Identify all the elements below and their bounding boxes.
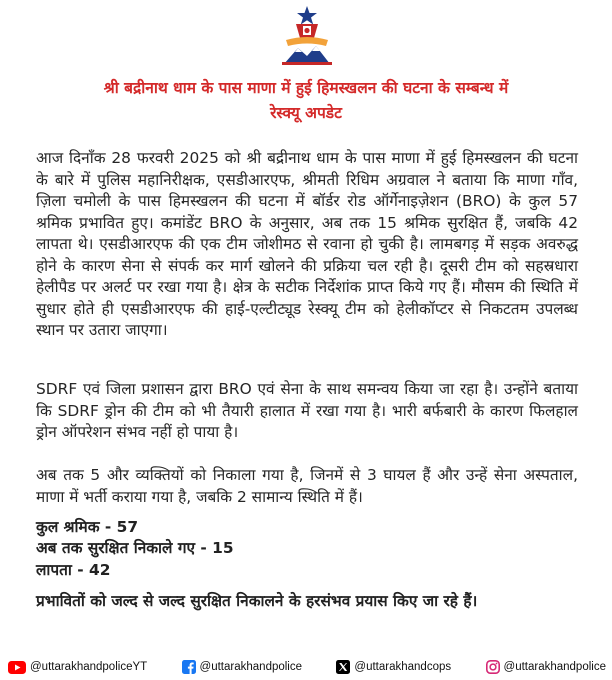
youtube-link[interactable] [8, 661, 147, 674]
x-link[interactable] [336, 660, 451, 674]
closing-statement: प्रभावितों को जल्द से जल्द सुरक्षित निकालने के हरसंभव प्रयास किए जा रहे हैं। [36, 592, 478, 610]
paragraph-rescued-status: अब तक 5 और व्यक्तियों को निकाला गया है, जिनमें से 3 घायल हैं और उन्हें सेना अस्पताल, माणा में भर्ती कराया गया है, जबकि 2 सामान्य स्थिति में हैं। [36, 466, 578, 506]
stat-missing-workers: लापता - 42 [36, 560, 111, 579]
headline [30, 76, 582, 126]
youtube-handle: @uttarakhandpoliceYT [30, 661, 148, 673]
stat-total-workers: कुल श्रमिक - 57 [36, 518, 139, 536]
instagram-link[interactable] [486, 660, 606, 674]
stats-summary [36, 517, 234, 581]
headline-line-1: श्री बद्रीनाथ धाम के पास माणा में हुई हिमस्खलन की घटना के सम्बन्ध में [103, 79, 509, 97]
youtube-icon [8, 661, 26, 674]
stat-rescued-workers: अब तक सुरक्षित निकाले गए - 15 [36, 539, 234, 558]
x-handle: @uttarakhandcops [354, 661, 452, 673]
police-emblem [276, 4, 338, 68]
headline-line-2: रेस्क्यू अपडेट [270, 104, 342, 122]
police-emblem-icon [276, 4, 338, 68]
x-icon [336, 660, 350, 674]
facebook-link[interactable] [182, 660, 302, 674]
facebook-icon [182, 660, 196, 674]
instagram-handle: @uttarakhandpolice [503, 661, 606, 673]
paragraph-coordination: SDRF एवं जिला प्रशासन द्वारा BRO एवं सेना के साथ समन्वय किया जा रहा है। उन्होंने बताया कि SDRF ड्रोन की टीम को भी तैयारी हालात में रखा गया है। भारी बर्फबारी के कारण फिलहाल ड्रोन ऑपरेशन संभव नहीं हो पाया है। [36, 380, 578, 441]
social-footer [0, 654, 612, 680]
paragraph-incident-details: आज दिनाँक 28 फरवरी 2025 को श्री बद्रीनाथ धाम के पास माणा में हुई हिमस्खलन की घटना के बारे में पुलिस महानिरीक्षक, एसडीआरएफ, श्रीमती रिधिम अग्रवाल ने बताया कि माणा गाँव, ज़िला चमोली के पास हिमस्खलन की घटना में बॉर्डर रोड ऑर्गेनाइज़ेशन (BRO) के कुल 57 श्रमिक प्रभावित हुए। कमांडेंट BRO के अनुसार, अब तक 15 श्रमिक सुरक्षित हैं, जबकि 42 लापता थे। एसडीआरएफ की एक टीम जोशीमठ से रवाना हो चुकी है। लामबगड़ में सड़क अवरुद्ध होने के कारण सेना से संपर्क कर मार्ग खोलने की प्रक्रिया चल रही है। दूसरी टीम को सहस्रधारा हेलीपैड पर अलर्ट पर रखा गया है। क्षेत्र के सटीक निर्देशांक प्राप्त किये गए हैं। मौसम की स्थिति में सुधार होते ही एसडीआरएफ की हाई-एल्टीट्यूड रेस्क्यू टीम को हेलीकॉप्टर से निकटतम उपलब्ध स्थान पर उतारा जाएगा। [36, 149, 578, 339]
instagram-icon [486, 660, 500, 674]
facebook-handle: @uttarakhandpolice [199, 661, 303, 673]
